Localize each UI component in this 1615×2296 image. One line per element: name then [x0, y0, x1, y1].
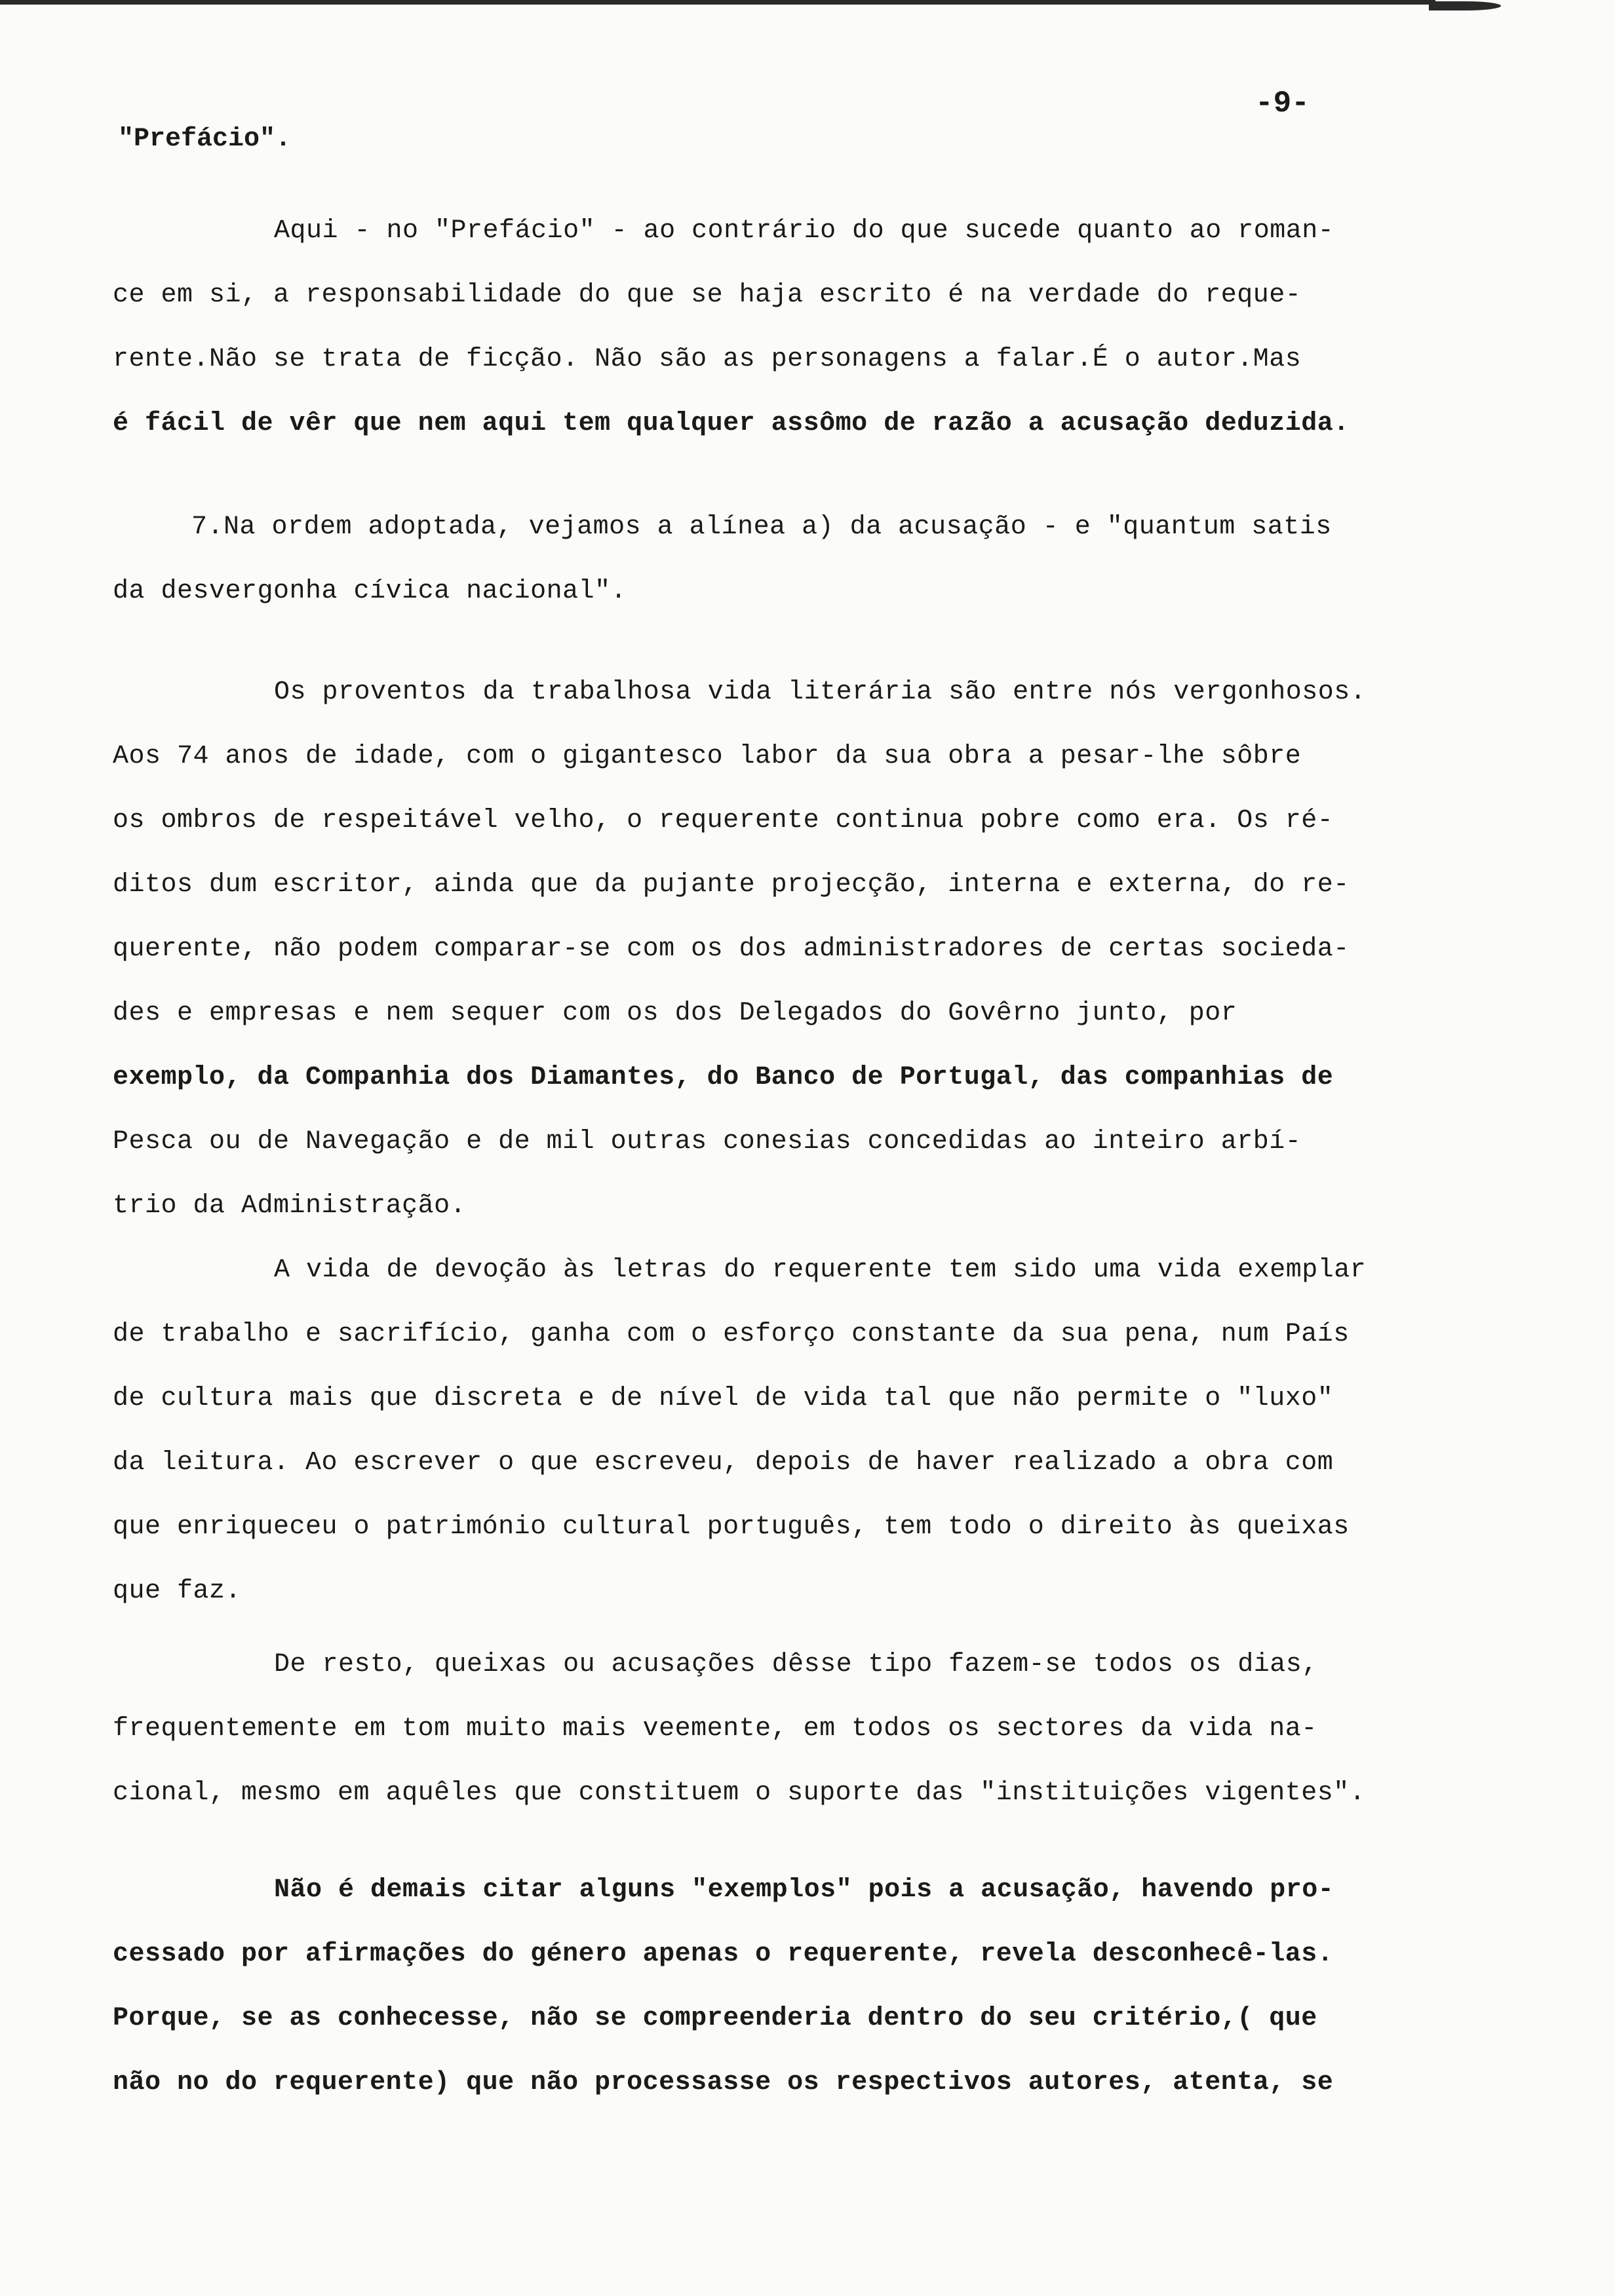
- text-line: querente, não podem comparar-se com os dos administradores de certas socieda-: [113, 934, 1350, 964]
- text-line: de cultura mais que discreta e de nível de vida tal que não permite o "luxo": [113, 1384, 1334, 1413]
- text-line: cional, mesmo em aquêles que constituem o suporte das "instituições vigentes".: [113, 1778, 1366, 1808]
- section-title: "Prefácio".: [118, 124, 292, 154]
- text-line: é fácil de vêr que nem aqui tem qualquer assômo de razão a acusação deduzida.: [113, 409, 1350, 438]
- text-line: rente.Não se trata de ficção. Não são as personagens a falar.É o autor.Mas: [113, 345, 1302, 374]
- top-rule-tail: [1429, 1, 1501, 10]
- text-line: que faz.: [113, 1577, 242, 1606]
- text-line: da desvergonha cívica nacional".: [113, 577, 627, 606]
- text-line: que enriqueceu o património cultural português, tem todo o direito às queixas: [113, 1512, 1350, 1542]
- text-line: não no do requerente) que não processasse os respectivos autores, atenta, se: [113, 2068, 1334, 2097]
- text-line: Porque, se as conhecesse, não se compreenderia dentro do seu critério,( que: [113, 2004, 1317, 2033]
- text-line: Aos 74 anos de idade, com o gigantesco labor da sua obra a pesar-lhe sôbre: [113, 742, 1302, 771]
- text-line: ce em si, a responsabilidade do que se haja escrito é na verdade do reque-: [113, 280, 1302, 310]
- text-line: trio da Administração.: [113, 1191, 467, 1221]
- page-number: -9-: [1255, 86, 1310, 121]
- text-line: Não é demais citar alguns "exemplos" pois a acusação, havendo pro-: [274, 1875, 1334, 1905]
- text-line: Os proventos da trabalhosa vida literária são entre nós vergonhosos.: [274, 678, 1367, 707]
- text-line: De resto, queixas ou acusações dêsse tipo fazem-se todos os dias,: [274, 1650, 1318, 1679]
- text-line: des e empresas e nem sequer com os dos Delegados do Govêrno junto, por: [113, 999, 1237, 1028]
- text-line: exemplo, da Companhia dos Diamantes, do Banco de Portugal, das companhias de: [113, 1063, 1334, 1092]
- top-rule: [0, 0, 1435, 5]
- text-line: ditos dum escritor, ainda que da pujante projecção, interna e externa, do re-: [113, 870, 1350, 900]
- text-line: de trabalho e sacrifício, ganha com o esforço constante da sua pena, num País: [113, 1320, 1350, 1349]
- text-line: os ombros de respeitável velho, o requerente continua pobre como era. Os ré-: [113, 806, 1334, 835]
- text-line: da leitura. Ao escrever o que escreveu, depois de haver realizado a obra com: [113, 1448, 1334, 1478]
- text-line: frequentemente em tom muito mais veemente, em todos os sectores da vida na-: [113, 1714, 1317, 1744]
- text-line: 7.Na ordem adoptada, vejamos a alínea a) da acusação - e "quantum satis: [191, 512, 1332, 542]
- text-line: Pesca ou de Navegação e de mil outras conesias concedidas ao inteiro arbí-: [113, 1127, 1302, 1157]
- text-line: cessado por afirmações do género apenas o requerente, revela desconhecê-las.: [113, 1940, 1334, 1969]
- text-line: Aqui - no "Prefácio" - ao contrário do que sucede quanto ao roman-: [274, 216, 1334, 246]
- text-line: A vida de devoção às letras do requerente tem sido uma vida exemplar: [274, 1255, 1367, 1285]
